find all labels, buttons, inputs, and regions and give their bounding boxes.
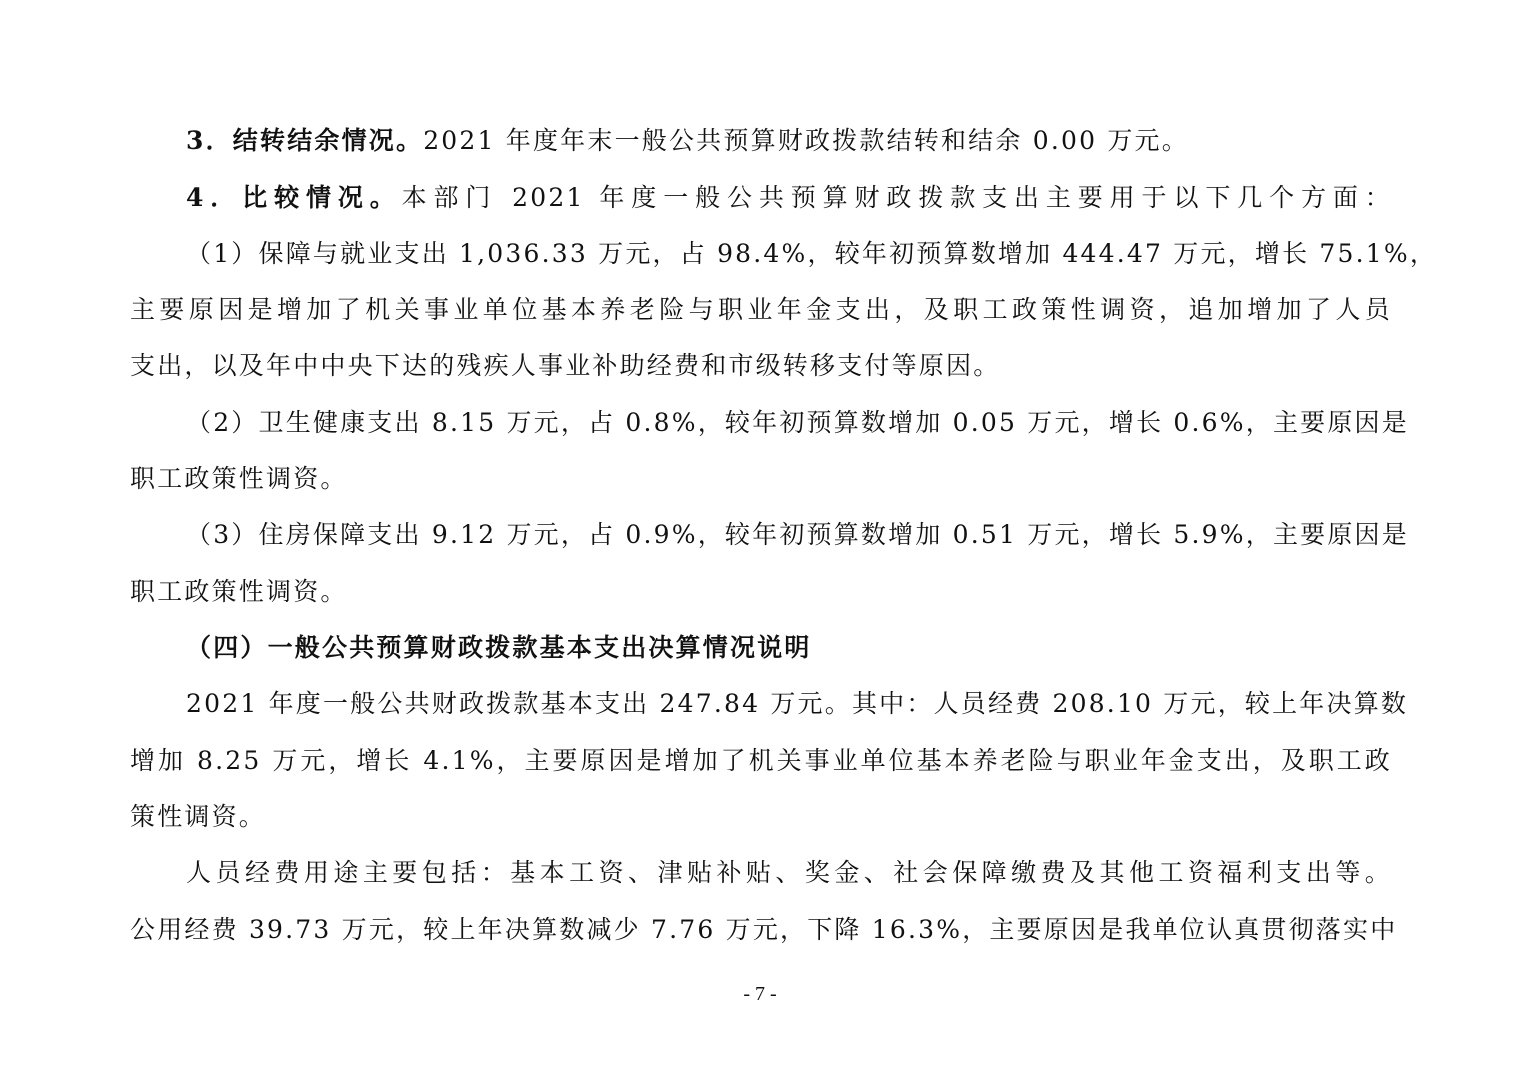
text-line: 职工政策性调资。 <box>130 464 348 493</box>
line-text: 2021 年度年末一般公共预算财政拨款结转和结余 0.00 万元。 <box>423 126 1189 155</box>
text-line: 公用经费 39.73 万元，较上年决算数减少 7.76 万元，下降 16.3%，主要原因是我单位认真贯彻落实中 <box>130 915 1398 944</box>
paragraph-carryover-balance <box>186 125 1392 157</box>
text-line: （3）住房保障支出 9.12 万元，占 0.9%，较年初预算数增加 0.51 万元，增长 5.9%，主要原因是 <box>186 520 1409 549</box>
paragraph-comparison <box>186 182 1392 214</box>
text-line: 增加 8.25 万元，增长 4.1%，主要原因是增加了机关事业单位基本养老险与职业年金支出，及职工政 <box>130 746 1392 775</box>
section-heading: （四）一般公共预算财政拨款基本支出决算情况说明 <box>186 633 812 662</box>
text-line: 人员经费用途主要包括：基本工资、津贴补贴、奖金、社会保障缴费及其他工资福利支出等。 <box>186 858 1392 887</box>
section-label-comparison: 4．比较情况。 <box>186 183 402 212</box>
section-label-carryover: 3．结转结余情况。 <box>186 126 424 155</box>
page-number: - 7 - <box>743 983 777 1005</box>
line-text: 本部门 2021 年度一般公共预算财政拨款支出主要用于以下几个方面： <box>401 183 1392 212</box>
text-line: 主要原因是增加了机关事业单位基本养老险与职业年金支出，及职工政策性调资，追加增加了人员 <box>130 295 1392 324</box>
text-line: （1）保障与就业支出 1,036.33 万元，占 98.4%，较年初预算数增加 444.47 万元，增长 75.1%， <box>186 239 1438 268</box>
text-line: 支出，以及年中中央下达的残疾人事业补助经费和市级转移支付等原因。 <box>130 351 1001 380</box>
text-line: 职工政策性调资。 <box>130 577 348 606</box>
text-line: 策性调资。 <box>130 802 267 831</box>
text-line: 2021 年度一般公共财政拨款基本支出 247.84 万元。其中：人员经费 208.10 万元，较上年决算数 <box>186 689 1409 718</box>
text-line: （2）卫生健康支出 8.15 万元，占 0.8%，较年初预算数增加 0.05 万元，增长 0.6%，主要原因是 <box>186 408 1409 437</box>
